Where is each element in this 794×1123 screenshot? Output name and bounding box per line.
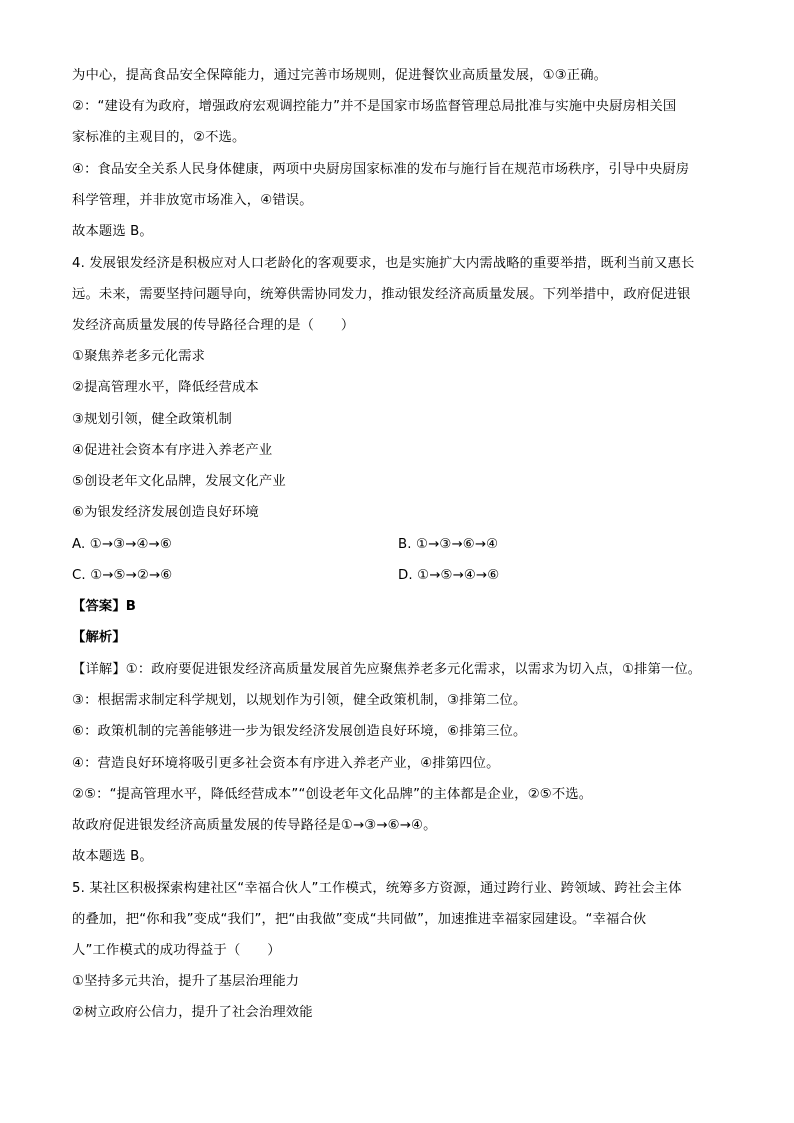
text-line: 为中心，提高食品安全保障能力，通过完善市场规则，促进餐饮业高质量发展，①③正确。 (72, 68, 608, 83)
statement-item: ⑤创设老年文化品牌，发展文化产业 (72, 474, 286, 489)
option-d: D. ①→⑤→④→⑥ (398, 568, 500, 583)
statement-item: ①坚持多元共治，提升了基层治理能力 (72, 974, 300, 989)
statement-item: ④促进社会资本有序进入养老产业 (72, 443, 273, 458)
explanation-line: ③：根据需求制定科学规划，以规划作为引领，健全政策机制，③排第二位。 (72, 693, 527, 708)
text-line: ④：食品安全关系人民身体健康，两项中央厨房国家标准的发布与施行旨在规范市场秩序，引导中央厨房 (72, 162, 690, 177)
explanation-line: 【详解】①：政府要促进银发经济高质量发展首先应聚焦养老多元化需求，以需求为切入点，①排第一位。 (72, 662, 702, 677)
explanation-line: ②⑤：“提高管理水平，降低经营成本”“创设老年文化品牌”的主体都是企业，②⑤不选。 (72, 787, 593, 802)
explanation-line: ④：营造良好环境将吸引更多社会资本有序进入养老产业，④排第四位。 (72, 756, 500, 771)
text-line: 科学管理，并非放宽市场准入，④错误。 (72, 193, 313, 208)
explanation-line: 故政府促进银发经济高质量发展的传导路径是①→③→⑥→④。 (72, 818, 437, 833)
text-line: 故本题选 B。 (72, 224, 153, 239)
analysis-label: 【解析】 (72, 630, 126, 645)
statement-item: ⑥为银发经济发展创造良好环境 (72, 505, 259, 520)
text-line: ②：“建设有为政府，增强政府宏观调控能力”并不是国家市场监督管理总局批准与实施中央厨房相关国 (72, 99, 677, 114)
question-stem: 远。未来，需要坚持问题导向，统筹供需协同发力，推动银发经济高质量发展。下列举措中，政府促进银 (72, 287, 691, 302)
question-stem: 发经济高质量发展的传导路径合理的是（ ） (72, 318, 355, 333)
option-c: C. ①→⑤→②→⑥ (72, 568, 173, 583)
statement-item: ②提高管理水平，降低经营成本 (72, 380, 259, 395)
option-a: A. ①→③→④→⑥ (72, 537, 172, 552)
option-b: B. ①→③→⑥→④ (398, 537, 499, 552)
conclusion-line: 故本题选 B。 (72, 849, 153, 864)
statement-item: ②树立政府公信力，提升了社会治理效能 (72, 1005, 313, 1020)
statement-item: ③规划引领，健全政策机制 (72, 412, 232, 427)
question-stem: 4. 发展银发经济是积极应对人口老龄化的客观要求，也是实施扩大内需战略的重要举措，既利当前又惠长 (72, 256, 695, 271)
question-stem: 5. 某社区积极探索构建社区“幸福合伙人”工作模式，统筹多方资源，通过跨行业、跨领域、跨社会主体 (72, 881, 682, 896)
explanation-line: ⑥：政策机制的完善能够进一步为银发经济发展创造良好环境，⑥排第三位。 (72, 724, 527, 739)
question-stem: 的叠加，把“你和我”变成“我们”，把“由我做”变成“共同做”，加速推进幸福家园建设。“幸福合伙 (72, 912, 647, 927)
answer-label: 【答案】B (72, 599, 137, 614)
statement-item: ①聚焦养老多元化需求 (72, 349, 206, 364)
question-stem: 人”工作模式的成功得益于（ ） (72, 943, 281, 958)
text-line: 家标准的主观目的，②不选。 (72, 130, 246, 145)
